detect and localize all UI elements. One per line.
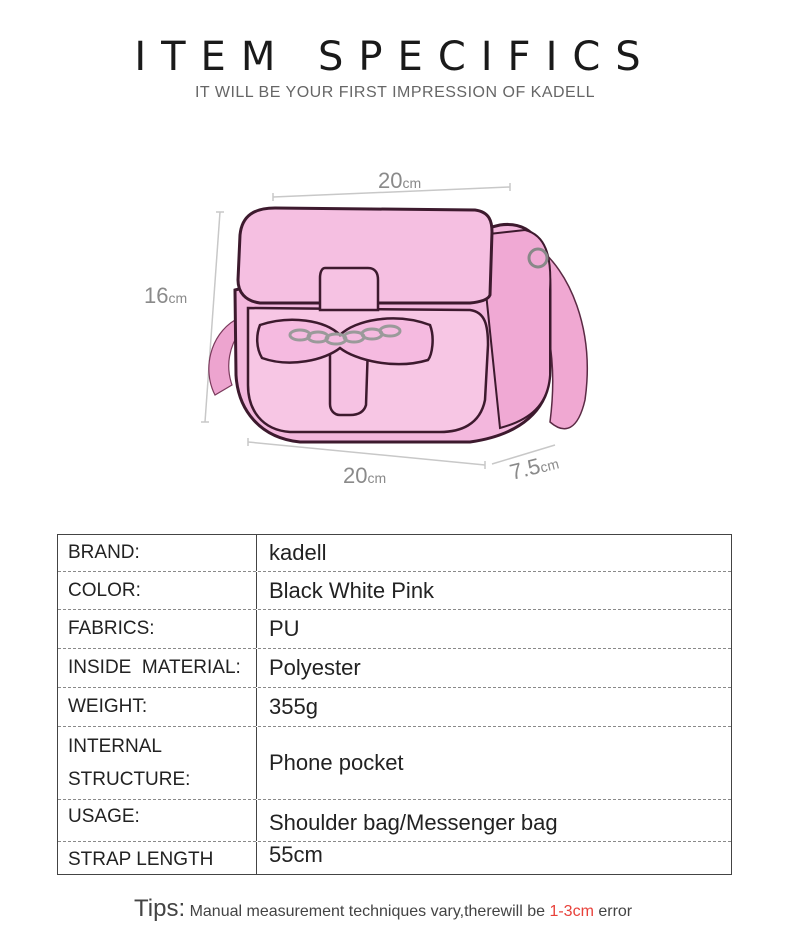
spec-label bbox=[58, 727, 257, 799]
spec-row-internal-structure bbox=[58, 726, 731, 799]
tips-highlight: 1-3cm bbox=[549, 903, 594, 920]
spec-label-line: INTERNAL bbox=[68, 736, 162, 757]
page-title: ITEM SPECIFICS bbox=[134, 34, 656, 80]
spec-value: 355g bbox=[269, 694, 318, 719]
spec-label: INSIDE MATERIAL: bbox=[58, 649, 257, 687]
spec-table bbox=[57, 534, 732, 875]
spec-label-line: STRUCTURE: bbox=[68, 769, 191, 790]
tips-text-end: error bbox=[593, 903, 633, 920]
dim-height: 16cm bbox=[144, 283, 188, 308]
spec-row-color bbox=[58, 571, 731, 609]
spec-row-weight bbox=[58, 687, 731, 726]
spec-row-usage bbox=[58, 799, 731, 841]
dim-bottom-width: 20cm bbox=[343, 463, 387, 488]
tips-label: Tips: bbox=[134, 895, 186, 922]
spec-row-inside-material bbox=[58, 648, 731, 687]
spec-row-fabrics bbox=[58, 609, 731, 648]
spec-label: FABRICS: bbox=[58, 610, 257, 648]
spec-row-brand bbox=[58, 535, 731, 571]
dim-depth: 7.5cm bbox=[507, 453, 561, 485]
spec-label: WEIGHT: bbox=[58, 688, 257, 726]
spec-value: 55cm bbox=[269, 842, 323, 867]
product-image bbox=[140, 160, 590, 500]
spec-value: Phone pocket bbox=[269, 750, 404, 775]
dim-top-width: 20cm bbox=[378, 168, 422, 193]
tips-text: Manual measurement techniques vary,therewill be bbox=[185, 903, 550, 920]
spec-label: USAGE: bbox=[58, 800, 257, 841]
page-subtitle: IT WILL BE YOUR FIRST IMPRESSION OF KADELL bbox=[194, 84, 596, 101]
spec-label: COLOR: bbox=[58, 572, 257, 609]
spec-value: kadell bbox=[269, 540, 327, 565]
spec-row-strap-length bbox=[58, 841, 731, 874]
spec-label: BRAND: bbox=[58, 535, 257, 571]
tips-note bbox=[134, 895, 632, 923]
spec-value: Shoulder bag/Messenger bag bbox=[269, 810, 558, 835]
spec-value: Black White Pink bbox=[269, 577, 435, 603]
spec-value: PU bbox=[269, 616, 300, 641]
spec-label: STRAP LENGTH bbox=[58, 842, 257, 874]
spec-value: Polyester bbox=[269, 655, 361, 680]
